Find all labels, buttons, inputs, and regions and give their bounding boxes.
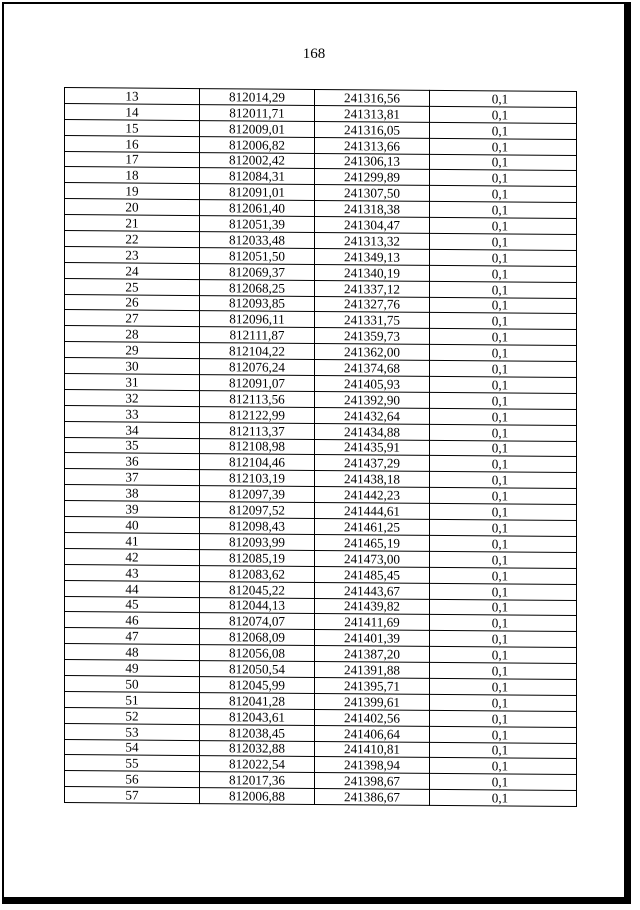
- error-value-cell: 0,1: [430, 519, 577, 536]
- error-value-cell: 0,1: [430, 376, 577, 393]
- error-value-cell: 0,1: [430, 647, 577, 664]
- x-coordinate-cell: 812051,39: [200, 216, 315, 233]
- y-coordinate-cell: 241374,68: [315, 360, 430, 377]
- x-coordinate-cell: 812103,19: [200, 470, 315, 487]
- point-number-cell: 35: [65, 437, 200, 454]
- error-value-cell: 0,1: [430, 456, 577, 473]
- error-value-cell: 0,1: [430, 599, 577, 616]
- point-number-cell: 33: [65, 405, 200, 422]
- y-coordinate-cell: 241313,81: [315, 105, 430, 122]
- x-coordinate-cell: 812002,42: [200, 152, 315, 169]
- y-coordinate-cell: 241313,32: [315, 232, 430, 249]
- point-number-cell: 16: [65, 135, 200, 152]
- y-coordinate-cell: 241434,88: [315, 423, 430, 440]
- y-coordinate-cell: 241307,50: [315, 185, 430, 202]
- point-number-cell: 50: [65, 675, 200, 692]
- point-number-cell: 49: [65, 660, 200, 677]
- y-coordinate-cell: 241316,56: [315, 89, 430, 106]
- x-coordinate-cell: 812056,08: [200, 645, 315, 662]
- point-number-cell: 26: [65, 294, 200, 311]
- y-coordinate-cell: 241337,12: [315, 280, 430, 297]
- x-coordinate-cell: 812014,29: [200, 89, 315, 106]
- y-coordinate-cell: 241362,00: [315, 344, 430, 361]
- point-number-cell: 42: [65, 548, 200, 565]
- error-value-cell: 0,1: [430, 122, 577, 139]
- y-coordinate-cell: 241331,75: [315, 312, 430, 329]
- error-value-cell: 0,1: [430, 217, 577, 234]
- point-number-cell: 18: [65, 167, 200, 184]
- x-coordinate-cell: 812006,82: [200, 136, 315, 153]
- error-value-cell: 0,1: [430, 408, 577, 425]
- point-number-cell: 32: [65, 389, 200, 406]
- x-coordinate-cell: 812074,07: [200, 613, 315, 630]
- point-number-cell: 25: [65, 278, 200, 295]
- point-number-cell: 51: [65, 691, 200, 708]
- x-coordinate-cell: 812032,88: [200, 740, 315, 757]
- x-coordinate-cell: 812093,99: [200, 534, 315, 551]
- error-value-cell: 0,1: [430, 90, 577, 107]
- x-coordinate-cell: 812085,19: [200, 549, 315, 566]
- point-number-cell: 52: [65, 707, 200, 724]
- y-coordinate-cell: 241444,61: [315, 503, 430, 520]
- point-number-cell: 21: [65, 215, 200, 232]
- table-body: [65, 88, 577, 807]
- y-coordinate-cell: 241386,67: [315, 789, 430, 806]
- error-value-cell: 0,1: [430, 631, 577, 648]
- error-value-cell: 0,1: [430, 392, 577, 409]
- point-number-cell: 43: [65, 564, 200, 581]
- y-coordinate-cell: 241306,13: [315, 153, 430, 170]
- x-coordinate-cell: 812043,61: [200, 708, 315, 725]
- y-coordinate-cell: 241465,19: [315, 534, 430, 551]
- y-coordinate-cell: 241442,23: [315, 487, 430, 504]
- error-value-cell: 0,1: [430, 488, 577, 505]
- error-value-cell: 0,1: [430, 662, 577, 679]
- point-number-cell: 36: [65, 453, 200, 470]
- error-value-cell: 0,1: [430, 329, 577, 346]
- point-number-cell: 19: [65, 183, 200, 200]
- x-coordinate-cell: 812097,52: [200, 502, 315, 519]
- error-value-cell: 0,1: [430, 233, 577, 250]
- y-coordinate-cell: 241387,20: [315, 646, 430, 663]
- x-coordinate-cell: 812050,54: [200, 661, 315, 678]
- x-coordinate-cell: 812041,28: [200, 692, 315, 709]
- table-row: [65, 787, 577, 807]
- x-coordinate-cell: 812009,01: [200, 120, 315, 137]
- error-value-cell: 0,1: [430, 726, 577, 743]
- point-number-cell: 15: [65, 119, 200, 136]
- error-value-cell: 0,1: [430, 535, 577, 552]
- y-coordinate-cell: 241443,67: [315, 582, 430, 599]
- error-value-cell: 0,1: [430, 106, 577, 123]
- x-coordinate-cell: 812044,13: [200, 597, 315, 614]
- x-coordinate-cell: 812051,50: [200, 247, 315, 264]
- x-coordinate-cell: 812122,99: [200, 406, 315, 423]
- error-value-cell: 0,1: [430, 265, 577, 282]
- y-coordinate-cell: 241411,69: [315, 614, 430, 631]
- y-coordinate-cell: 241438,18: [315, 471, 430, 488]
- x-coordinate-cell: 812104,46: [200, 454, 315, 471]
- error-value-cell: 0,1: [430, 281, 577, 298]
- y-coordinate-cell: 241401,39: [315, 630, 430, 647]
- y-coordinate-cell: 241299,89: [315, 169, 430, 186]
- y-coordinate-cell: 241318,38: [315, 201, 430, 218]
- error-value-cell: 0,1: [430, 551, 577, 568]
- point-number-cell: 37: [65, 469, 200, 486]
- document-page: [2, 2, 631, 904]
- error-value-cell: 0,1: [430, 202, 577, 219]
- point-number-cell: 17: [65, 151, 200, 168]
- point-number-cell: 53: [65, 723, 200, 740]
- point-number-cell: 22: [65, 231, 200, 248]
- error-value-cell: 0,1: [430, 138, 577, 155]
- error-value-cell: 0,1: [430, 742, 577, 759]
- error-value-cell: 0,1: [430, 186, 577, 203]
- y-coordinate-cell: 241398,94: [315, 757, 430, 774]
- error-value-cell: 0,1: [430, 694, 577, 711]
- x-coordinate-cell: 812098,43: [200, 518, 315, 535]
- y-coordinate-cell: 241359,73: [315, 328, 430, 345]
- x-coordinate-cell: 812068,09: [200, 629, 315, 646]
- y-coordinate-cell: 241402,56: [315, 709, 430, 726]
- x-coordinate-cell: 812069,37: [200, 263, 315, 280]
- point-number-cell: 55: [65, 755, 200, 772]
- error-value-cell: 0,1: [430, 583, 577, 600]
- y-coordinate-cell: 241473,00: [315, 550, 430, 567]
- y-coordinate-cell: 241432,64: [315, 407, 430, 424]
- error-value-cell: 0,1: [430, 567, 577, 584]
- error-value-cell: 0,1: [430, 424, 577, 441]
- x-coordinate-cell: 812038,45: [200, 724, 315, 741]
- error-value-cell: 0,1: [430, 504, 577, 521]
- y-coordinate-cell: 241391,88: [315, 662, 430, 679]
- error-value-cell: 0,1: [430, 440, 577, 457]
- x-coordinate-cell: 812083,62: [200, 565, 315, 582]
- point-number-cell: 24: [65, 262, 200, 279]
- point-number-cell: 28: [65, 326, 200, 343]
- point-number-cell: 30: [65, 358, 200, 375]
- point-number-cell: 14: [65, 103, 200, 120]
- y-coordinate-cell: 241304,47: [315, 217, 430, 234]
- y-coordinate-cell: 241349,13: [315, 248, 430, 265]
- point-number-cell: 57: [65, 787, 200, 804]
- point-number-cell: 34: [65, 421, 200, 438]
- y-coordinate-cell: 241313,66: [315, 137, 430, 154]
- x-coordinate-cell: 812011,71: [200, 104, 315, 121]
- x-coordinate-cell: 812097,39: [200, 486, 315, 503]
- point-number-cell: 39: [65, 501, 200, 518]
- y-coordinate-cell: 241399,61: [315, 693, 430, 710]
- point-number-cell: 41: [65, 532, 200, 549]
- x-coordinate-cell: 812045,22: [200, 581, 315, 598]
- y-coordinate-cell: 241485,45: [315, 566, 430, 583]
- point-number-cell: 45: [65, 596, 200, 613]
- y-coordinate-cell: 241398,67: [315, 773, 430, 790]
- y-coordinate-cell: 241405,93: [315, 375, 430, 392]
- error-value-cell: 0,1: [430, 678, 577, 695]
- x-coordinate-cell: 812091,01: [200, 184, 315, 201]
- x-coordinate-cell: 812113,37: [200, 422, 315, 439]
- x-coordinate-cell: 812111,87: [200, 327, 315, 344]
- y-coordinate-cell: 241439,82: [315, 598, 430, 615]
- y-coordinate-cell: 241392,90: [315, 391, 430, 408]
- coordinates-table-wrapper: [64, 87, 576, 807]
- x-coordinate-cell: 812033,48: [200, 232, 315, 249]
- error-value-cell: 0,1: [430, 615, 577, 632]
- x-coordinate-cell: 812017,36: [200, 772, 315, 789]
- y-coordinate-cell: 241437,29: [315, 455, 430, 472]
- point-number-cell: 40: [65, 517, 200, 534]
- point-number-cell: 23: [65, 246, 200, 263]
- point-number-cell: 48: [65, 644, 200, 661]
- error-value-cell: 0,1: [430, 790, 577, 807]
- x-coordinate-cell: 812108,98: [200, 438, 315, 455]
- point-number-cell: 29: [65, 342, 200, 359]
- point-number-cell: 46: [65, 612, 200, 629]
- y-coordinate-cell: 241406,64: [315, 725, 430, 742]
- y-coordinate-cell: 241435,91: [315, 439, 430, 456]
- error-value-cell: 0,1: [430, 774, 577, 791]
- error-value-cell: 0,1: [430, 297, 577, 314]
- x-coordinate-cell: 812076,24: [200, 359, 315, 376]
- point-number-cell: 56: [65, 771, 200, 788]
- error-value-cell: 0,1: [430, 710, 577, 727]
- error-value-cell: 0,1: [430, 361, 577, 378]
- error-value-cell: 0,1: [430, 345, 577, 362]
- x-coordinate-cell: 812091,07: [200, 375, 315, 392]
- coordinates-table: [64, 87, 577, 807]
- point-number-cell: 20: [65, 199, 200, 216]
- point-number-cell: 44: [65, 580, 200, 597]
- x-coordinate-cell: 812113,56: [200, 390, 315, 407]
- point-number-cell: 31: [65, 374, 200, 391]
- x-coordinate-cell: 812006,88: [200, 788, 315, 805]
- error-value-cell: 0,1: [430, 249, 577, 266]
- point-number-cell: 47: [65, 628, 200, 645]
- y-coordinate-cell: 241340,19: [315, 264, 430, 281]
- x-coordinate-cell: 812104,22: [200, 343, 315, 360]
- x-coordinate-cell: 812093,85: [200, 295, 315, 312]
- point-number-cell: 38: [65, 485, 200, 502]
- x-coordinate-cell: 812061,40: [200, 200, 315, 217]
- y-coordinate-cell: 241395,71: [315, 677, 430, 694]
- x-coordinate-cell: 812096,11: [200, 311, 315, 328]
- page-number: 168: [302, 46, 326, 62]
- x-coordinate-cell: 812068,25: [200, 279, 315, 296]
- x-coordinate-cell: 812022,54: [200, 756, 315, 773]
- x-coordinate-cell: 812084,31: [200, 168, 315, 185]
- y-coordinate-cell: 241327,76: [315, 296, 430, 313]
- y-coordinate-cell: 241410,81: [315, 741, 430, 758]
- error-value-cell: 0,1: [430, 313, 577, 330]
- point-number-cell: 54: [65, 739, 200, 756]
- y-coordinate-cell: 241461,25: [315, 519, 430, 536]
- x-coordinate-cell: 812045,99: [200, 677, 315, 694]
- error-value-cell: 0,1: [430, 154, 577, 171]
- point-number-cell: 27: [65, 310, 200, 327]
- y-coordinate-cell: 241316,05: [315, 121, 430, 138]
- error-value-cell: 0,1: [430, 472, 577, 489]
- error-value-cell: 0,1: [430, 170, 577, 187]
- point-number-cell: 13: [65, 88, 200, 105]
- error-value-cell: 0,1: [430, 758, 577, 775]
